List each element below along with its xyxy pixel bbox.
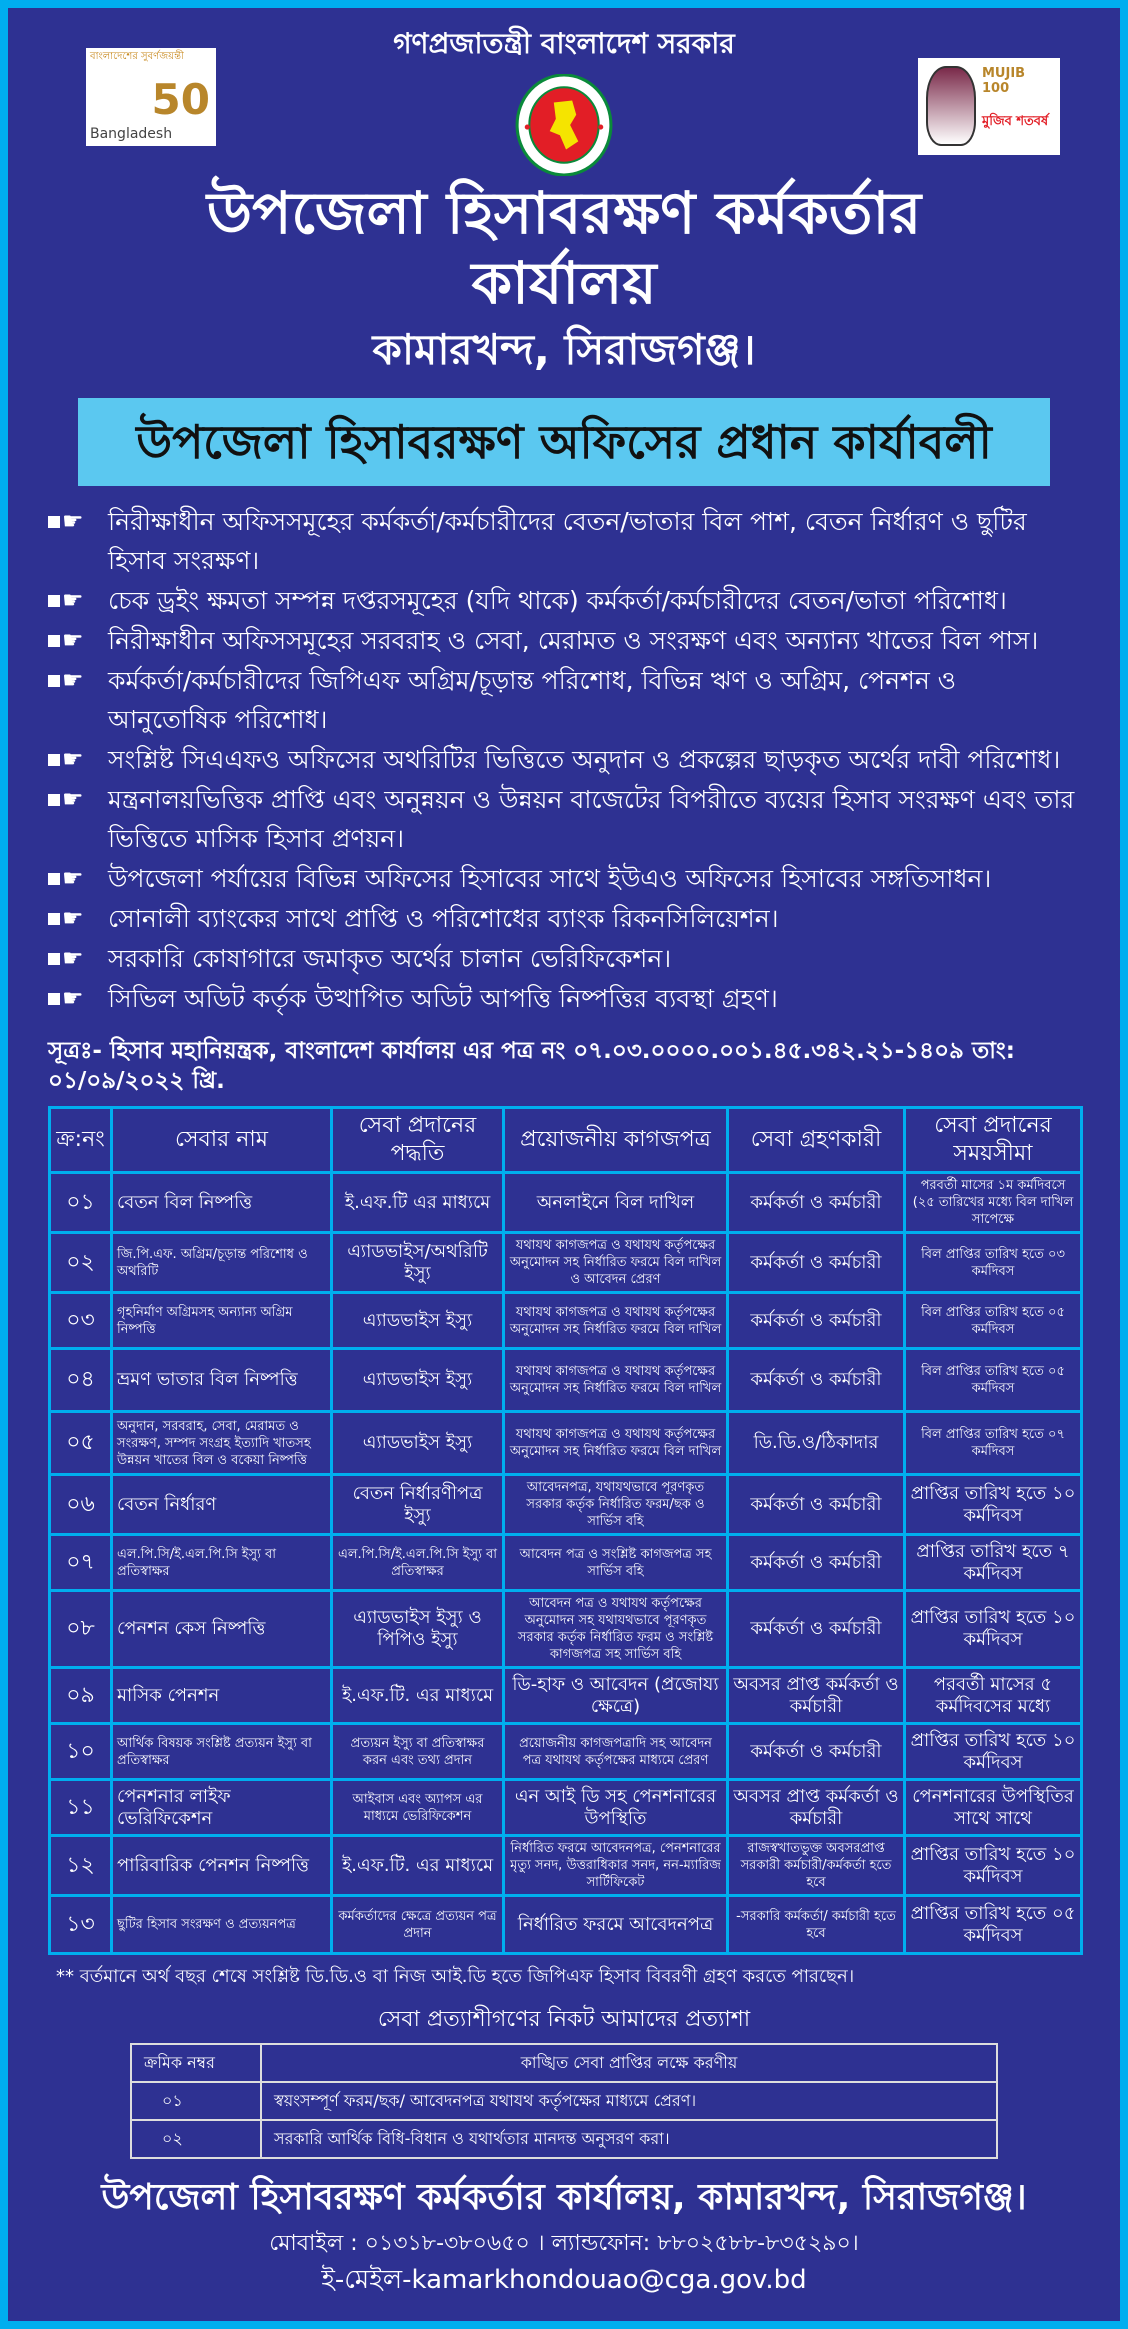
header-cell: ক্র:নং bbox=[50, 1108, 112, 1173]
hand-pointing-icon: ☛ bbox=[48, 859, 108, 898]
documents-cell: যথাযথ কাগজপত্র ও যথাযথ কর্তৃপক্ষের অনুমোদন সহ নির্ধারিত ফরমে বিল দাখিল bbox=[504, 1412, 728, 1475]
method-cell: ই.এফ.টি. এর মাধ্যমে bbox=[332, 1836, 504, 1896]
recipient-cell: কর্মকর্তা ও কর্মচারী bbox=[728, 1535, 905, 1591]
method-cell: এ্যাডভাইস ইস্যু bbox=[332, 1349, 504, 1412]
header-cell: সেবা প্রদানের পদ্ধতি bbox=[332, 1108, 504, 1173]
table-header-row bbox=[131, 2044, 997, 2082]
table-row bbox=[50, 1233, 1082, 1293]
method-cell: এ্যাডভাইস/অথরিটি ইস্যু bbox=[332, 1233, 504, 1293]
contact-email: ই-মেইল-kamarkhondouao@cga.gov.bd bbox=[321, 2265, 807, 2295]
hand-pointing-icon: ☛ bbox=[48, 621, 108, 660]
method-cell: আইবাস এবং অ্যাপস এর মাধ্যমে ভেরিফিকেশন bbox=[332, 1780, 504, 1836]
documents-cell: প্রয়োজনীয় কাগজপত্রাদি সহ আবেদন পত্র যথাযথ কর্তৃপক্ষের মাধ্যমে প্রেরণ bbox=[504, 1724, 728, 1780]
recipient-cell: -সরকারি কর্মকর্তা/ কর্মচারী হতে হবে bbox=[728, 1896, 905, 1954]
serial-cell: ১২ bbox=[50, 1836, 112, 1896]
service-name-cell: এল.পি.সি/ই.এল.পি.সি ইস্যু বা প্রতিস্বাক্ষর bbox=[112, 1535, 332, 1591]
time-limit-cell: প্রাপ্তির তারিখ হতে ১০ কর্মদিবস bbox=[905, 1591, 1082, 1668]
function-item bbox=[48, 740, 1080, 779]
source-reference: সূত্রঃ- হিসাব মহানিয়ন্ত্রক, বাংলাদেশ কার্যালয় এর পত্র নং ০৭.০৩.০০০০.০০১.৪৫.৩৪২.২১-১৪০৯ তাং: ০১/০৯/২০২২ খ্রি. bbox=[48, 1038, 1015, 1094]
hand-pointing-icon: ☛ bbox=[48, 502, 108, 580]
header-cell: ক্রমিক নম্বর bbox=[131, 2044, 261, 2082]
serial-cell: ০৪ bbox=[50, 1349, 112, 1412]
service-name-cell: গৃহনির্মাণ অগ্রিমসহ অন্যান্য অগ্রিম নিষ্পত্তি bbox=[112, 1293, 332, 1349]
function-text: সোনালী ব্যাংকের সাথে প্রাপ্তি ও পরিশোধের ব্যাংক রিকনসিলিয়েশন। bbox=[108, 904, 779, 933]
method-cell: বেতন নির্ধারণীপত্র ইস্যু bbox=[332, 1475, 504, 1535]
serial-cell: ০৭ bbox=[50, 1535, 112, 1591]
documents-cell: ডি-হাফ ও আবেদন (প্রজোয্য ক্ষেত্রে) bbox=[504, 1668, 728, 1724]
table-row bbox=[50, 1836, 1082, 1896]
function-text: নিরীক্ষাধীন অফিসসমূহের কর্মকর্তা/কর্মচারীদের বেতন/ভাতার বিল পাশ, বেতন নির্ধারণ ও ছুটির হিসাব সংরক্ষণ। bbox=[108, 507, 1027, 575]
time-limit-cell: পরবর্তী মাসের ১ম কর্মদিবসে (২৫ তারিখের মধ্যে বিল দাখিল সাপেক্ষে bbox=[905, 1173, 1082, 1233]
table-row bbox=[131, 2120, 997, 2158]
portrait-image bbox=[926, 66, 976, 146]
expectations-table bbox=[130, 2043, 998, 2159]
recipient-cell: অবসর প্রাপ্ত কর্মকর্তা ও কর্মচারী bbox=[728, 1668, 905, 1724]
logo-text: বাংলাদেশের সুবর্ণজয়ন্তী bbox=[90, 51, 184, 62]
table-row bbox=[50, 1349, 1082, 1412]
service-name-cell: পারিবারিক পেনশন নিষ্পত্তি bbox=[112, 1836, 332, 1896]
logo-text: Bangladesh bbox=[90, 126, 173, 142]
function-text: চেক ড্রইং ক্ষমতা সম্পন্ন দপ্তরসমূহের (যদি থাকে) কর্মকর্তা/কর্মচারীদের বেতন/ভাতা পরিশোধ। bbox=[108, 586, 1007, 615]
time-limit-cell: প্রাপ্তির তারিখ হতে ১০ কর্মদিবস bbox=[905, 1475, 1082, 1535]
bangladesh-50-logo bbox=[86, 48, 216, 146]
service-name-cell: আর্থিক বিষয়ক সংশ্লিষ্ট প্রত্যয়ন ইস্যু বা প্রতিস্বাক্ষর bbox=[112, 1724, 332, 1780]
function-text: কর্মকর্তা/কর্মচারীদের জিপিএফ অগ্রিম/চূড়ান্ত পরিশোধ, বিভিন্ন ঋণ ও অগ্রিম, পেনশন ও আনুতোষিক পরিশোধ। bbox=[108, 666, 957, 734]
time-limit-cell: পেনশনারের উপস্থিতির সাথে সাথে bbox=[905, 1780, 1082, 1836]
contact-phone: মোবাইল : ০১৩১৮-৩৮০৬৫০ । ল্যান্ডফোন: ৮৮০২৫৮৮-৮৩৫২৯০। bbox=[269, 2231, 859, 2256]
serial-cell: ০৯ bbox=[50, 1668, 112, 1724]
service-name-cell: ভ্রমণ ভাতার বিল নিষ্পত্তি bbox=[112, 1349, 332, 1412]
cell: ০২ bbox=[131, 2120, 261, 2158]
table-row bbox=[50, 1668, 1082, 1724]
function-item bbox=[48, 939, 1080, 978]
documents-cell: আবেদন পত্র ও সংশ্লিষ্ট কাগজপত্র সহ সার্ভিস বহি bbox=[504, 1535, 728, 1591]
function-text: সংশ্লিষ্ট সিএএফও অফিসের অথরিটির ভিত্তিতে অনুদান ও প্রকল্পের ছাড়কৃত অর্থের দাবী পরিশোধ। bbox=[108, 745, 1061, 774]
government-name: গণপ্রজাতন্ত্রী বাংলাদেশ সরকার bbox=[393, 27, 735, 60]
footer-title: উপজেলা হিসাবরক্ষণ কর্মকর্তার কার্যালয়, কামারখন্দ, সিরাজগঞ্জ। bbox=[101, 2177, 1027, 2218]
function-text: নিরীক্ষাধীন অফিসসমূহের সরবরাহ ও সেবা, মেরামত ও সংরক্ষণ এবং অন্যান্য খাতের বিল পাস। bbox=[108, 626, 1039, 655]
function-text: মন্ত্রনালয়ভিত্তিক প্রাপ্তি এবং অনুন্নয়ন ও উন্নয়ন বাজেটের বিপরীতে ব্যয়ের হিসাব সংরক্ষণ এবং তার ভিত্তিতে মাসিক হিসাব প্রণয়ন। bbox=[108, 785, 1075, 853]
method-cell: ই.এফ.টি এর মাধ্যমে bbox=[332, 1173, 504, 1233]
hand-pointing-icon: ☛ bbox=[48, 661, 108, 739]
method-cell: এল.পি.সি/ই.এল.পি.সি ইস্যু বা প্রতিস্বাক্ষর bbox=[332, 1535, 504, 1591]
hand-pointing-icon: ☛ bbox=[48, 740, 108, 779]
table-row bbox=[131, 2082, 997, 2120]
method-cell: কর্মকর্তাদের ক্ষেত্রে প্রত্যয়ন পত্র প্রদান bbox=[332, 1896, 504, 1954]
table-header-row bbox=[50, 1108, 1082, 1173]
mujib-100-logo bbox=[918, 58, 1060, 155]
documents-cell: যথাযথ কাগজপত্র ও যথাযথ কর্তৃপক্ষের অনুমোদন সহ নির্ধারিত ফরমে বিল দাখিল bbox=[504, 1293, 728, 1349]
service-name-cell: অনুদান, সরবরাহ, সেবা, মেরামত ও সংরক্ষণ, সম্পদ সংগ্রহ ইত্যাদি খাতসহ উন্নয়ন খাতের বিল ও বকেয়া নিষ্পত্তি bbox=[112, 1412, 332, 1475]
recipient-cell: কর্মকর্তা ও কর্মচারী bbox=[728, 1233, 905, 1293]
gpf-note: ** বর্তমানে অর্থ বছর শেষে সংশ্লিষ্ট ডি.ডি.ও বা নিজ আই.ডি হতে জিপিএফ হিসাব বিবরণী গ্রহণ করতে পারছেন। bbox=[56, 1966, 855, 1987]
recipient-cell: কর্মকর্তা ও কর্মচারী bbox=[728, 1724, 905, 1780]
time-limit-cell: বিল প্রাপ্তির তারিখ হতে ০৩ কর্মদিবস bbox=[905, 1233, 1082, 1293]
serial-cell: ০৫ bbox=[50, 1412, 112, 1475]
time-limit-cell: বিল প্রাপ্তির তারিখ হতে ০৫ কর্মদিবস bbox=[905, 1293, 1082, 1349]
header-cell: সেবার নাম bbox=[112, 1108, 332, 1173]
documents-cell: এন আই ডি সহ পেনশনারের উপস্থিতি bbox=[504, 1780, 728, 1836]
service-name-cell: পেনশন কেস নিষ্পত্তি bbox=[112, 1591, 332, 1668]
serial-cell: ০২ bbox=[50, 1233, 112, 1293]
documents-cell: যথাযথ কাগজপত্র ও যথাযথ কর্তৃপক্ষের অনুমোদন সহ নির্ধারিত ফরমে বিল দাখিল ও আবেদন প্রেরণ bbox=[504, 1233, 728, 1293]
table-row bbox=[50, 1475, 1082, 1535]
table-row bbox=[50, 1896, 1082, 1954]
table-row bbox=[50, 1173, 1082, 1233]
header-cell: সেবা গ্রহণকারী bbox=[728, 1108, 905, 1173]
table-row bbox=[50, 1724, 1082, 1780]
function-item bbox=[48, 979, 1080, 1018]
time-limit-cell: প্রাপ্তির তারিখ হতে ১০ কর্মদিবস bbox=[905, 1836, 1082, 1896]
hand-pointing-icon: ☛ bbox=[48, 780, 108, 858]
logo-text: 50 bbox=[151, 75, 210, 124]
method-cell: এ্যাডভাইস ইস্যু ও পিপিও ইস্যু bbox=[332, 1591, 504, 1668]
recipient-cell: রাজস্বখাতভুক্ত অবসরপ্রাপ্ত সরকারী কর্মচারী/কর্মকর্তা হতে হবে bbox=[728, 1836, 905, 1896]
cell: স্বয়ংসম্পূর্ণ ফরম/ছক/ আবেদনপত্র যথাযথ কর্তৃপক্ষের মাধ্যমে প্রেরণ। bbox=[261, 2082, 997, 2120]
functions-list bbox=[48, 502, 1080, 1018]
time-limit-cell: পরবর্তী মাসের ৫ কর্মদিবসের মধ্যে bbox=[905, 1668, 1082, 1724]
functions-banner: উপজেলা হিসাবরক্ষণ অফিসের প্রধান কার্যাবলী bbox=[78, 398, 1050, 486]
documents-cell: আবেদন পত্র ও যথাযথ কর্তৃপক্ষের অনুমোদন সহ যথাযথভাবে পূরণকৃত সরকার কর্তৃক নির্ধারিত ফরম ও সংশ্লিষ্ট কাগজপত্র সহ সার্ভিস বহি bbox=[504, 1591, 728, 1668]
documents-cell: যথাযথ কাগজপত্র ও যথাযথ কর্তৃপক্ষের অনুমোদন সহ নির্ধারিত ফরমে বিল দাখিল bbox=[504, 1349, 728, 1412]
time-limit-cell: বিল প্রাপ্তির তারিখ হতে ০৭ কর্মদিবস bbox=[905, 1412, 1082, 1475]
function-item bbox=[48, 621, 1080, 660]
service-name-cell: বেতন নির্ধারণ bbox=[112, 1475, 332, 1535]
table-row bbox=[50, 1591, 1082, 1668]
hand-pointing-icon: ☛ bbox=[48, 899, 108, 938]
serial-cell: ১০ bbox=[50, 1724, 112, 1780]
table-row bbox=[50, 1535, 1082, 1591]
method-cell: প্রত্যয়ন ইস্যু বা প্রতিস্বাক্ষর করন এবং তথ্য প্রদান bbox=[332, 1724, 504, 1780]
time-limit-cell: প্রাপ্তির তারিখ হতে ০৫ কর্মদিবস bbox=[905, 1896, 1082, 1954]
time-limit-cell: প্রাপ্তির তারিখ হতে ১০ কর্মদিবস bbox=[905, 1724, 1082, 1780]
recipient-cell: ডি.ডি.ও/ঠিকাদার bbox=[728, 1412, 905, 1475]
function-text: সিভিল অডিট কর্তৃক উত্থাপিত অডিট আপত্তি নিষ্পত্তির ব্যবস্থা গ্রহণ। bbox=[108, 984, 778, 1013]
hand-pointing-icon: ☛ bbox=[48, 979, 108, 1018]
table-row bbox=[50, 1412, 1082, 1475]
service-name-cell: পেনশনার লাইফ ভেরিফিকেশন bbox=[112, 1780, 332, 1836]
recipient-cell: কর্মকর্তা ও কর্মচারী bbox=[728, 1475, 905, 1535]
time-limit-cell: বিল প্রাপ্তির তারিখ হতে ০৫ কর্মদিবস bbox=[905, 1349, 1082, 1412]
function-item bbox=[48, 780, 1080, 858]
service-name-cell: জি.পি.এফ. অগ্রিম/চূড়ান্ত পরিশোধ ও অথরিটি bbox=[112, 1233, 332, 1293]
serial-cell: ০৬ bbox=[50, 1475, 112, 1535]
serial-cell: ১১ bbox=[50, 1780, 112, 1836]
serial-cell: ১৩ bbox=[50, 1896, 112, 1954]
function-item bbox=[48, 581, 1080, 620]
method-cell: ই.এফ.টি. এর মাধ্যমে bbox=[332, 1668, 504, 1724]
serial-cell: ০১ bbox=[50, 1173, 112, 1233]
table-row bbox=[50, 1293, 1082, 1349]
office-location: কামারখন্দ, সিরাজগঞ্জ। bbox=[372, 325, 756, 374]
logo-text: মুজিব শতবর্ষ bbox=[982, 114, 1049, 129]
header-cell: সেবা প্রদানের সময়সীমা bbox=[905, 1108, 1082, 1173]
service-name-cell: ছুটির হিসাব সংরক্ষণ ও প্রত্যয়নপত্র bbox=[112, 1896, 332, 1954]
method-cell: এ্যাডভাইস ইস্যু bbox=[332, 1412, 504, 1475]
logo-text: MUJIB 100 bbox=[982, 66, 1026, 96]
function-text: উপজেলা পর্যায়ের বিভিন্ন অফিসের হিসাবের সাথে ইউএও অফিসের হিসাবের সঙ্গতিসাধন। bbox=[108, 864, 992, 893]
function-item bbox=[48, 661, 1080, 739]
method-cell: এ্যাডভাইস ইস্যু bbox=[332, 1293, 504, 1349]
recipient-cell: কর্মকর্তা ও কর্মচারী bbox=[728, 1591, 905, 1668]
documents-cell: অনলাইনে বিল দাখিল bbox=[504, 1173, 728, 1233]
recipient-cell: কর্মকর্তা ও কর্মচারী bbox=[728, 1293, 905, 1349]
function-item bbox=[48, 899, 1080, 938]
header-cell: প্রয়োজনীয় কাগজপত্র bbox=[504, 1108, 728, 1173]
recipient-cell: কর্মকর্তা ও কর্মচারী bbox=[728, 1349, 905, 1412]
function-item bbox=[48, 859, 1080, 898]
time-limit-cell: প্রাপ্তির তারিখ হতে ৭ কর্মদিবস bbox=[905, 1535, 1082, 1591]
function-text: সরকারি কোষাগারে জমাকৃত অর্থের চালান ভেরিফিকেশন। bbox=[108, 944, 672, 973]
documents-cell: নির্ধারিত ফরমে আবেদনপত্র, পেনশনারের মৃত্যু সনদ, উত্তরাধিকার সনদ, নন-ম্যারিজ সার্টিফিকেট bbox=[504, 1836, 728, 1896]
office-title: উপজেলা হিসাবরক্ষণ কর্মকর্তার কার্যালয় bbox=[206, 179, 922, 317]
recipient-cell: কর্মকর্তা ও কর্মচারী bbox=[728, 1173, 905, 1233]
serial-cell: ০৩ bbox=[50, 1293, 112, 1349]
documents-cell: নির্ধারিত ফরমে আবেদনপত্র bbox=[504, 1896, 728, 1954]
expectations-title: সেবা প্রত্যাশীগণের নিকট আমাদের প্রত্যাশা bbox=[377, 2007, 751, 2032]
cell: সরকারি আর্থিক বিধি-বিধান ও যথার্থতার মানদন্ত অনুসরণ করা। bbox=[261, 2120, 997, 2158]
function-item bbox=[48, 502, 1080, 580]
documents-cell: আবেদনপত্র, যথাযথভাবে পূরণকৃত সরকার কর্তৃক নির্ধারিত ফরম/ছক ও সার্ভিস বহি bbox=[504, 1475, 728, 1535]
hand-pointing-icon: ☛ bbox=[48, 939, 108, 978]
service-name-cell: বেতন বিল নিষ্পত্তি bbox=[112, 1173, 332, 1233]
recipient-cell: অবসর প্রাপ্ত কর্মকর্তা ও কর্মচারী bbox=[728, 1780, 905, 1836]
header-cell: কাঙ্খিত সেবা প্রাপ্তির লক্ষে করণীয় bbox=[261, 2044, 997, 2082]
service-name-cell: মাসিক পেনশন bbox=[112, 1668, 332, 1724]
government-seal-icon bbox=[513, 74, 615, 176]
serial-cell: ০৮ bbox=[50, 1591, 112, 1668]
table-row bbox=[50, 1780, 1082, 1836]
hand-pointing-icon: ☛ bbox=[48, 581, 108, 620]
cell: ০১ bbox=[131, 2082, 261, 2120]
services-table bbox=[48, 1106, 1083, 1955]
